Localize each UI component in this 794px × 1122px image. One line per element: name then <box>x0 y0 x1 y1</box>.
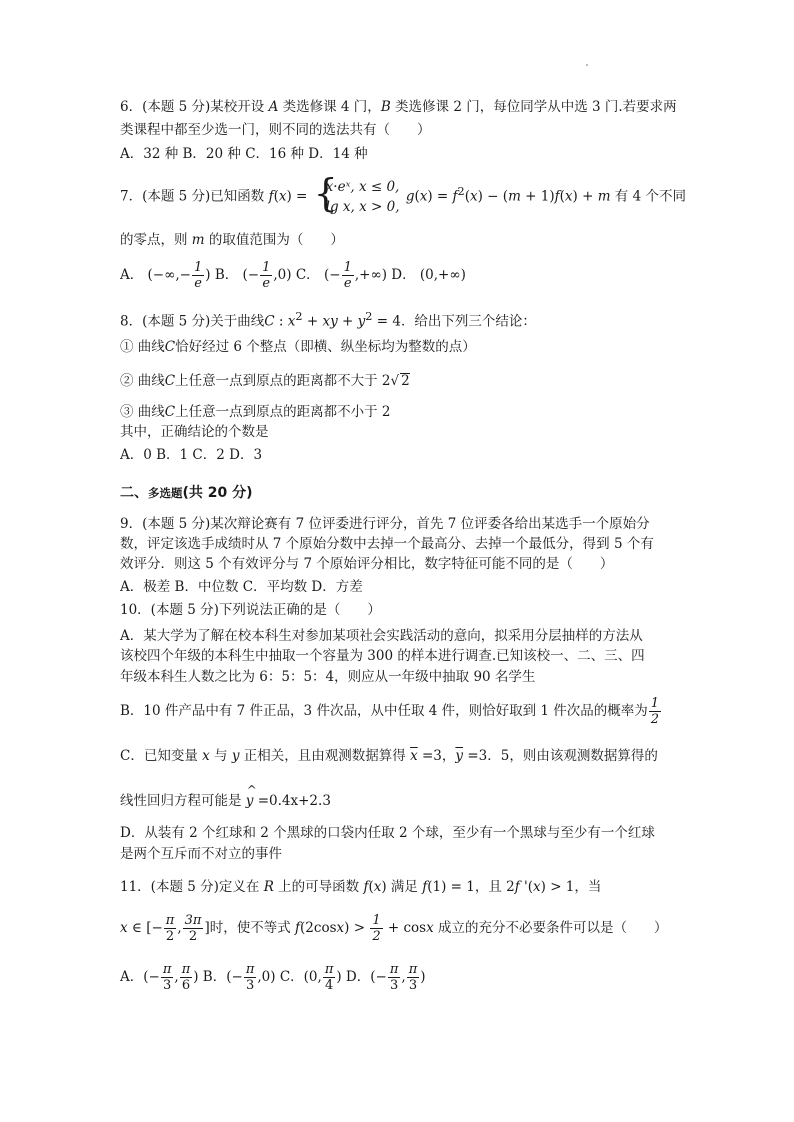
q11-stem-cont: x ∈ [− $\frac{\pi}{2}$ , $\frac{3\pi}{2}$ ]时，使不等式 f(2cosx) > $\frac{1}{2}$ + cosx 成立的充分不必要条件可以是（ ） <box>120 913 668 944</box>
q9-stem-2: 数，评定该选手成绩时从 7 个原始分数中去掉一个最高分、去掉一个最低分，得到 5 个有 <box>120 536 654 552</box>
q9-stem: 9．(本题 5 分)某次辩论赛有 7 位评委进行评分，首先 7 位评委各给出某选手一个原始分 <box>120 516 650 532</box>
q8-question: 其中，正确结论的个数是 <box>120 424 269 440</box>
q10-option-d2: 是两个互斥而不对立的事件 <box>120 846 282 862</box>
q10-option-a1: A．某大学为了解在校本科生对参加某项社会实践活动的意向，拟采用分层抽样的方法从 <box>120 628 643 644</box>
q7-stem: 7．(本题 5 分)已知函数 f(x) = { x·eˣ, x ≤ 0, lg x, x > 0, $g(x) = f^2(x) - (m + 1)f(x) + m$ 有 4 个不同 <box>120 171 686 215</box>
scan-mark <box>586 64 588 66</box>
q7-piecewise: { x·eˣ, x ≤ 0, lg x, x > 0, <box>313 171 400 215</box>
q8-conclusion-3: ③ 曲线C上任意一点到原点的距离都不小于 2 <box>120 404 391 420</box>
q10-option-c2: 线性回归方程可能是 ^ y =0.4x+2.3 <box>120 792 331 810</box>
q11-stem: 11．(本题 5 分)定义在 R 上的可导函数 f(x) 满足 f(1) = 1，且 2f '(x) > 1，当 <box>120 879 602 895</box>
q6-stem-cont: 类课程中都至少选一门，则不同的选法共有（ ） <box>120 122 431 138</box>
q8-options: A．0 B．1 C．2 D．3 <box>120 447 263 463</box>
q6-stem: 6．(本题 5 分)某校开设 A 类选修课 4 门，B 类选修课 2 门，每位同学从中选 3 门.若要求两 <box>120 99 677 115</box>
q10-option-c1: C．已知变量 x 与 y 正相关，且由观测数据算得 $\overline{x} =3$，$\overline{y} =3$．5，则由该观测数据算得的 <box>120 748 658 764</box>
q10-stem: 10．(本题 5 分)下列说法正确的是（ ） <box>120 602 381 618</box>
q11-options: A．(− $\frac{\pi}{3}$ , $\frac{\pi}{6}$ ) B．(− $\frac{\pi}{3}$ ,0) C．(0, $\frac{\pi}{4}$ ) D．(− $\frac{\pi}{3}$ , $\frac{\pi}{3}$ ) <box>120 962 426 993</box>
q10-option-b: B．10 件产品中有 7 件正品，3 件次品，从中任取 4 件，则恰好取到 1 件次品的概率为 $\frac{1}{2}$ <box>120 696 660 727</box>
q9-stem-3: 效评分．则这 5 个有效评分与 7 个原始评分相比，数字特征可能不同的是（ ） <box>120 556 614 572</box>
q6-options: A．32 种 B．20 种 C．16 种 D．14 种 <box>120 146 368 162</box>
q7-stem-cont: 的零点，则 m 的取值范围为（ ） <box>120 232 344 248</box>
q8-conclusion-1: ① 曲线C恰好经过 6 个整点（即横、纵坐标均为整数的点） <box>120 339 476 355</box>
q8-stem: 8．(本题 5 分)关于曲线C : $x^2$ + xy + $y^2 = 4$．给出下列三个结论： <box>120 310 536 330</box>
q8-conclusion-2: ② 曲线C上任意一点到原点的距离都不大于 2√ 2 <box>120 373 410 389</box>
q10-option-a3: 年级本科生人数之比为 6：5：5：4，则应从一年级中抽取 90 名学生 <box>120 669 536 685</box>
q10-option-a2: 该校四个年级的本科生中抽取一个容量为 300 的样本进行调查.已知该校一、二、三、四 <box>120 648 645 664</box>
section-title: 二、多选题(共 20 分) <box>120 485 253 501</box>
q7-options: A． (−∞,− $\frac{1}{e}$ ) B． (− $\frac{1}{e}$ ,0) C． (− $\frac{1}{e}$ ,+∞) D． (0,+∞) <box>120 260 466 291</box>
q9-options: A．极差 B．中位数 C．平均数 D．方差 <box>120 579 363 595</box>
q10-option-d1: D．从装有 2 个红球和 2 个黑球的口袋内任取 2 个球，至少有一个黑球与至少有一个红球 <box>120 825 655 841</box>
